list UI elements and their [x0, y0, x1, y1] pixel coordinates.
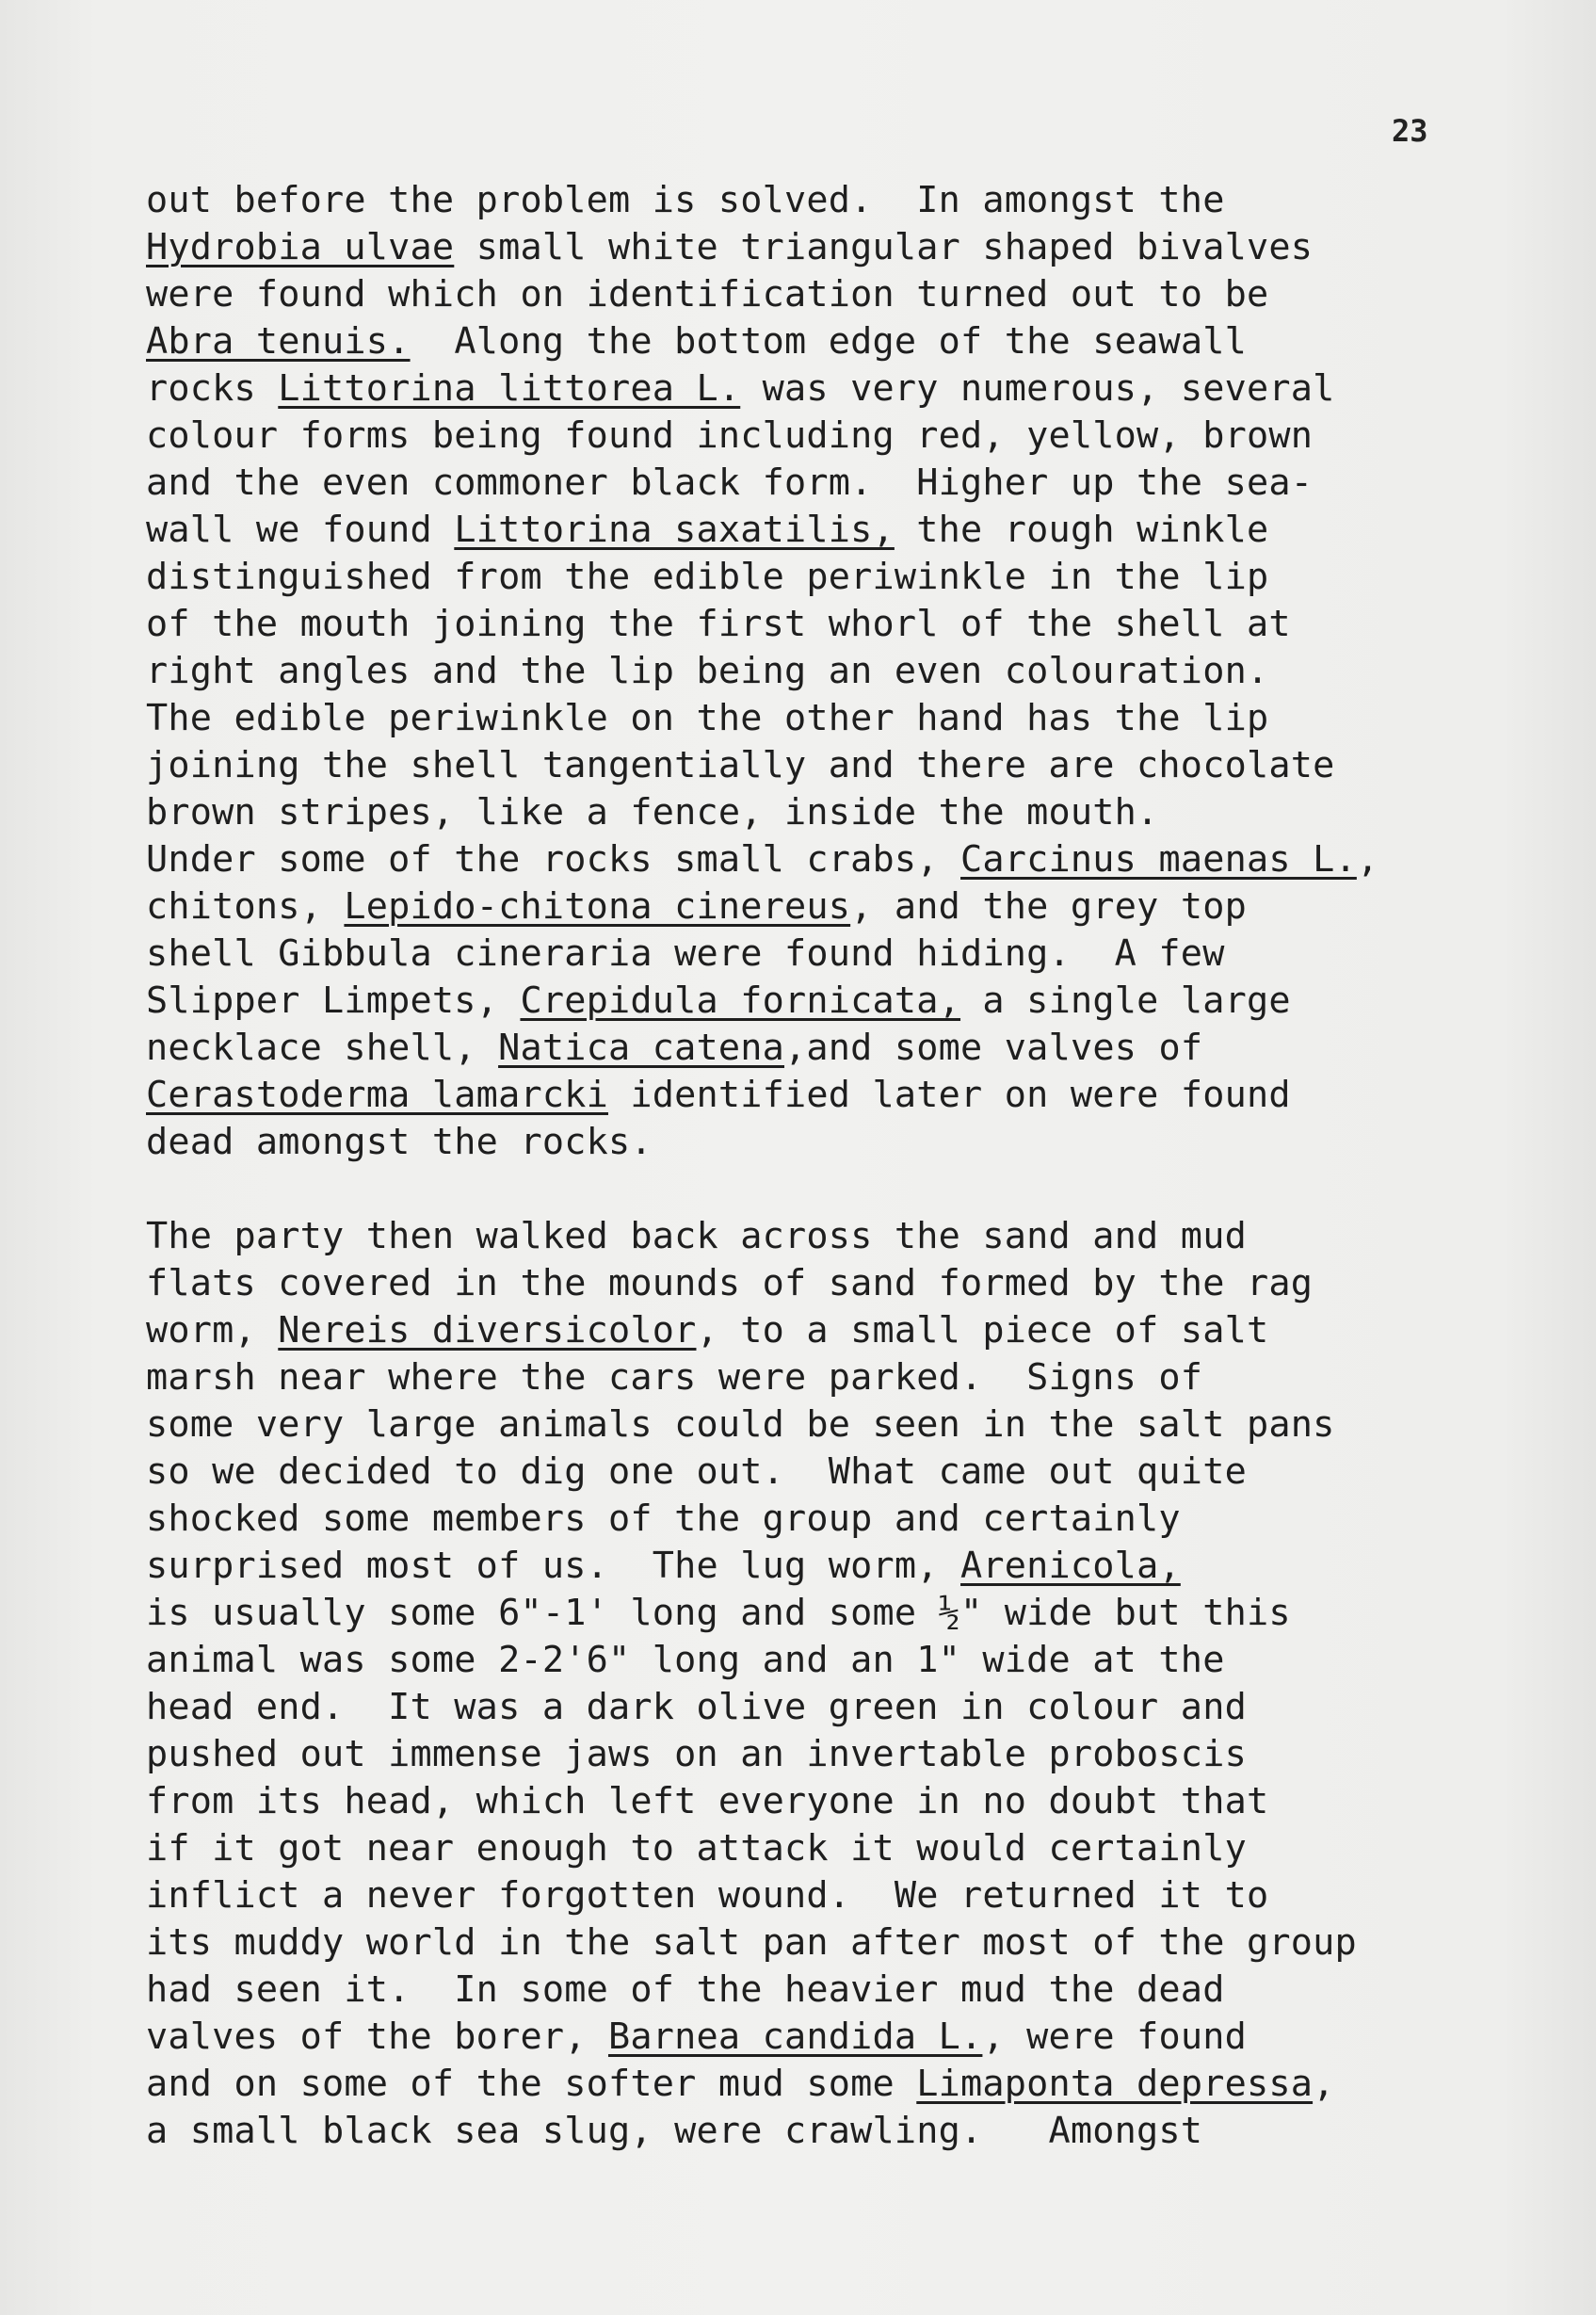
text-line — [146, 2108, 1445, 2155]
text-line — [146, 789, 1445, 836]
text-line — [146, 1590, 1445, 1637]
text-segment: , — [1313, 2063, 1335, 2105]
text-segment: identified later on were found — [607, 1074, 1291, 1116]
species-name: Littorina saxatilis, — [454, 509, 895, 551]
text-line — [146, 1260, 1445, 1307]
text-line — [146, 1778, 1445, 1825]
text-segment: surprised most of us. The lug worm, — [146, 1545, 961, 1587]
paragraph — [146, 177, 1445, 1166]
species-name: Littorina littorea L. — [278, 367, 741, 410]
text-segment: Slipper Limpets, — [146, 979, 521, 1022]
text-segment: shocked some members of the group and certainly — [146, 1497, 1181, 1540]
text-line — [146, 1543, 1445, 1590]
text-segment: if it got near enough to attack it would certainly — [146, 1827, 1247, 1870]
text-segment: , to a small piece of salt — [696, 1309, 1269, 1352]
text-segment: worm, — [146, 1309, 279, 1352]
body-text — [146, 177, 1445, 2155]
text-segment: distinguished from the edible periwinkle in the lip — [146, 556, 1269, 598]
text-segment: so we decided to dig one out. What came out quite — [146, 1450, 1247, 1493]
text-segment: pushed out immense jaws on an invertable proboscis — [146, 1733, 1247, 1775]
text-line — [146, 695, 1445, 742]
text-line — [146, 1025, 1445, 1072]
text-line — [146, 1401, 1445, 1449]
text-line — [146, 507, 1445, 554]
text-line — [146, 1213, 1445, 1260]
text-line — [146, 2061, 1445, 2108]
text-segment: were found which on identification turned out to be — [146, 273, 1269, 316]
text-line — [146, 648, 1445, 695]
text-segment: small white triangular shaped bivalves — [454, 226, 1314, 268]
text-segment: inflict a never forgotten wound. We returned it to — [146, 1874, 1269, 1917]
text-line — [146, 1967, 1445, 2014]
text-segment: Under some of the rocks small crabs, — [146, 838, 961, 881]
text-segment: head end. It was a dark olive green in colour and — [146, 1686, 1247, 1728]
text-segment: shell Gibbula cineraria were found hiding. A few — [146, 932, 1225, 975]
text-line — [146, 224, 1445, 271]
text-line — [146, 554, 1445, 601]
species-name: Arenicola, — [960, 1545, 1181, 1587]
text-segment: flats covered in the mounds of sand formed by the rag — [146, 1262, 1314, 1304]
text-segment: and the even commoner black form. Higher up the sea- — [146, 461, 1314, 504]
text-segment: The edible periwinkle on the other hand has the lip — [146, 697, 1269, 739]
text-line — [146, 978, 1445, 1025]
text-segment: necklace shell, — [146, 1027, 499, 1069]
text-line — [146, 1637, 1445, 1684]
text-segment: animal was some 2-2'6" long and an 1" wide at the — [146, 1639, 1225, 1681]
text-line — [146, 2014, 1445, 2061]
text-segment: wall we found — [146, 509, 455, 551]
text-segment: valves of the borer, — [146, 2016, 608, 2058]
text-segment: the rough winkle — [894, 509, 1269, 551]
text-segment: , and the grey top — [850, 885, 1247, 928]
text-line — [146, 1825, 1445, 1872]
text-line — [146, 742, 1445, 789]
text-line — [146, 460, 1445, 507]
text-segment: colour forms being found including red, yellow, brown — [146, 414, 1314, 457]
text-line — [146, 1684, 1445, 1731]
paragraph-gap — [146, 1166, 1445, 1213]
text-segment: a single large — [960, 979, 1291, 1022]
text-segment: of the mouth joining the first whorl of the shell at — [146, 603, 1291, 645]
text-segment: is usually some 6"-1' long and some ½" wide but this — [146, 1592, 1291, 1634]
text-line — [146, 1307, 1445, 1354]
text-segment: Along the bottom edge of the seawall — [410, 320, 1247, 363]
species-name: Nereis diversicolor — [278, 1309, 697, 1352]
text-line — [146, 931, 1445, 978]
text-segment: its muddy world in the salt pan after most of the group — [146, 1921, 1357, 1964]
text-segment: chitons, — [146, 885, 345, 928]
text-line — [146, 836, 1445, 883]
text-segment: from its head, which left everyone in no doubt that — [146, 1780, 1269, 1822]
text-line — [146, 271, 1445, 318]
species-name: Hydrobia ulvae — [146, 226, 455, 268]
species-name: Natica catena — [498, 1027, 785, 1069]
text-line — [146, 318, 1445, 365]
text-line — [146, 1072, 1445, 1119]
text-line — [146, 177, 1445, 224]
text-line — [146, 1449, 1445, 1496]
text-segment: some very large animals could be seen in the salt pans — [146, 1403, 1335, 1446]
text-segment: had seen it. In some of the heavier mud the dead — [146, 1968, 1225, 2011]
species-name: Carcinus maenas L. — [960, 838, 1357, 881]
text-segment: , were found — [982, 2016, 1247, 2058]
species-name: Barnea candida L. — [607, 2016, 983, 2058]
text-segment: , — [1356, 838, 1379, 881]
species-name: Limaponta depressa — [916, 2063, 1314, 2105]
text-segment: a small black sea slug, were crawling. Amongst — [146, 2110, 1203, 2152]
species-name: Crepidula fornicata, — [520, 979, 961, 1022]
text-line — [146, 365, 1445, 413]
text-segment: joining the shell tangentially and there are chocolate — [146, 744, 1335, 786]
text-segment: out before the problem is solved. In amongst the — [146, 179, 1225, 221]
text-line — [146, 1496, 1445, 1543]
text-segment: right angles and the lip being an even colouration. — [146, 650, 1269, 692]
text-line — [146, 1919, 1445, 1967]
text-segment: and on some of the softer mud some — [146, 2063, 917, 2105]
species-name: Cerastoderma lamarcki — [146, 1074, 608, 1116]
species-name: Abra tenuis. — [146, 320, 411, 363]
text-segment: brown stripes, like a fence, inside the mouth. — [146, 791, 1159, 834]
text-line — [146, 601, 1445, 648]
text-line — [146, 1731, 1445, 1778]
text-line — [146, 883, 1445, 931]
text-line — [146, 1354, 1445, 1401]
text-line — [146, 1119, 1445, 1166]
text-segment: was very numerous, several — [740, 367, 1335, 410]
text-line — [146, 1872, 1445, 1919]
page-number: 23 — [1392, 113, 1428, 149]
paragraph — [146, 1213, 1445, 2155]
species-name: Lepido-chitona cinereus — [344, 885, 851, 928]
text-segment: marsh near where the cars were parked. Signs of — [146, 1356, 1203, 1399]
text-line — [146, 413, 1445, 460]
text-segment: The party then walked back across the sand and mud — [146, 1215, 1247, 1257]
text-segment: dead amongst the rocks. — [146, 1121, 653, 1163]
text-segment: ,and some valves of — [784, 1027, 1203, 1069]
text-segment: rocks — [146, 367, 279, 410]
